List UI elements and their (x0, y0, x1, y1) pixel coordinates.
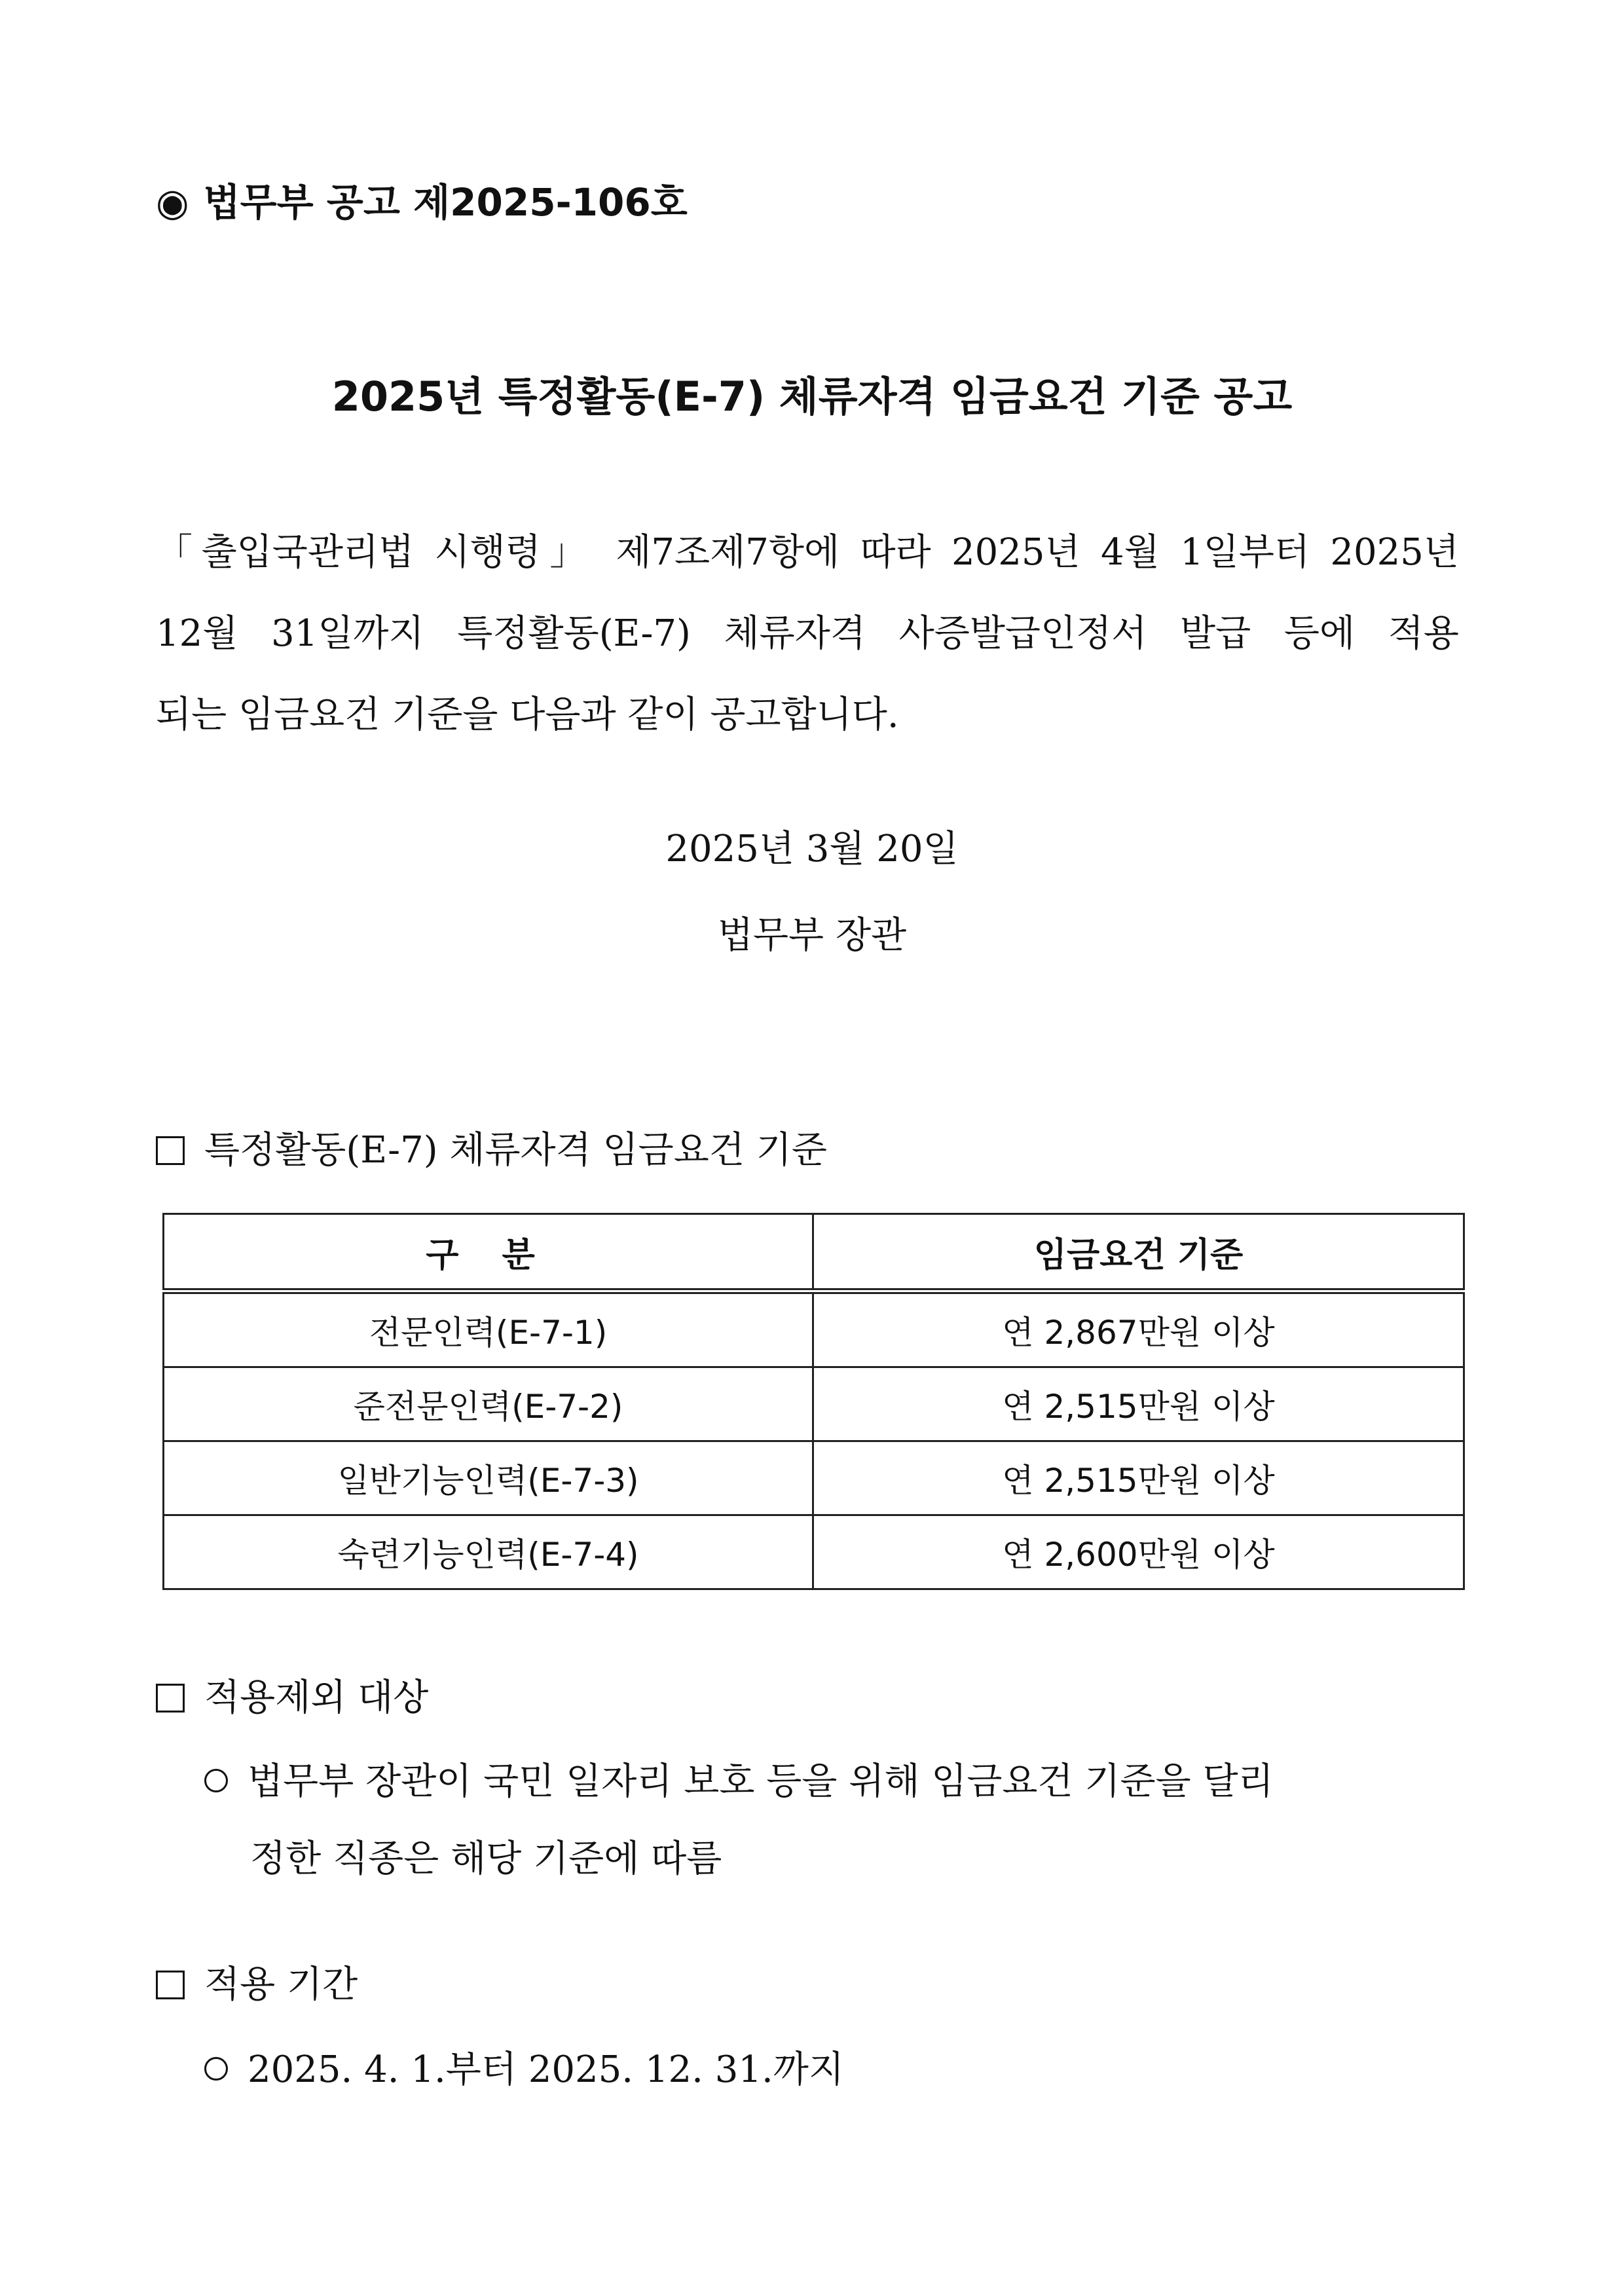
section-exemption-heading (156, 1669, 428, 1721)
table-cell-criteria: 연 2,600만원 이상 (813, 1515, 1464, 1589)
body-line-1: 「출입국관리법 시행령」 제7조제7항에 따라 2025년 4월 1일부터 2025년 (156, 531, 1459, 574)
table-cell-category: 준전문인력(E-7-2) (164, 1367, 813, 1441)
body-line-3: 되는 임금요건 기준을 다음과 같이 공고합니다. (156, 694, 899, 736)
table-cell-category: 전문인력(E-7-1) (164, 1291, 813, 1367)
circle-bullet-icon (204, 1769, 228, 1792)
section-heading-text: 특정활동(E-7) 체류자격 임금요건 기준 (204, 1129, 827, 1172)
table-header-row (164, 1214, 1464, 1291)
table-cell-category: 일반기능인력(E-7-3) (164, 1441, 813, 1515)
square-bullet-icon (156, 1971, 185, 1999)
exemption-line-2: 정한 직종은 해당 기준에 따름 (250, 1838, 722, 1880)
section-heading-text: 적용제외 대상 (204, 1676, 429, 1719)
square-bullet-icon (156, 1136, 185, 1165)
table-row (164, 1515, 1464, 1589)
exemption-line-1: 법무부 장관이 국민 일자리 보호 등을 위해 임금요건 기준을 달리 (248, 1760, 1274, 1803)
table-row (164, 1441, 1464, 1515)
period-bullet (204, 2031, 844, 2109)
exemption-bullet (204, 1743, 1274, 1898)
notice-number (156, 172, 688, 227)
issuer: 법무부 장관 (717, 914, 907, 957)
table-cell-criteria: 연 2,867만원 이상 (813, 1291, 1464, 1367)
notice-date: 2025년 3월 20일 (665, 828, 959, 870)
document-title: 2025년 특정활동(E-7) 체류자격 임금요건 기준 공고 (331, 373, 1293, 420)
section-heading-text: 적용 기간 (204, 1963, 358, 2006)
table-cell-criteria: 연 2,515만원 이상 (813, 1441, 1464, 1515)
circle-bullet-icon (204, 2057, 228, 2081)
square-bullet-icon (156, 1684, 185, 1713)
table-cell-category: 숙련기능인력(E-7-4) (164, 1515, 813, 1589)
table-cell-criteria: 연 2,515만원 이상 (813, 1367, 1464, 1441)
table-header-category: 구 분 (164, 1214, 813, 1291)
notice-body (156, 512, 1459, 756)
period-text: 2025. 4. 1.부터 2025. 12. 31.까지 (248, 2048, 844, 2091)
table-row (164, 1291, 1464, 1367)
notice-number-text: 법무부 공고 제2025-106호 (203, 180, 688, 225)
section-period-heading (156, 1955, 358, 2008)
body-line-2: 12월 31일까지 특정활동(E-7) 체류자격 사증발급인정서 발급 등에 적용 (156, 612, 1459, 655)
bullseye-icon: ◉ (156, 180, 189, 225)
table-row (164, 1367, 1464, 1441)
table-header-criteria: 임금요건 기준 (813, 1214, 1464, 1291)
wage-criteria-table (162, 1213, 1465, 1590)
section-wage-criteria-heading (156, 1121, 827, 1174)
